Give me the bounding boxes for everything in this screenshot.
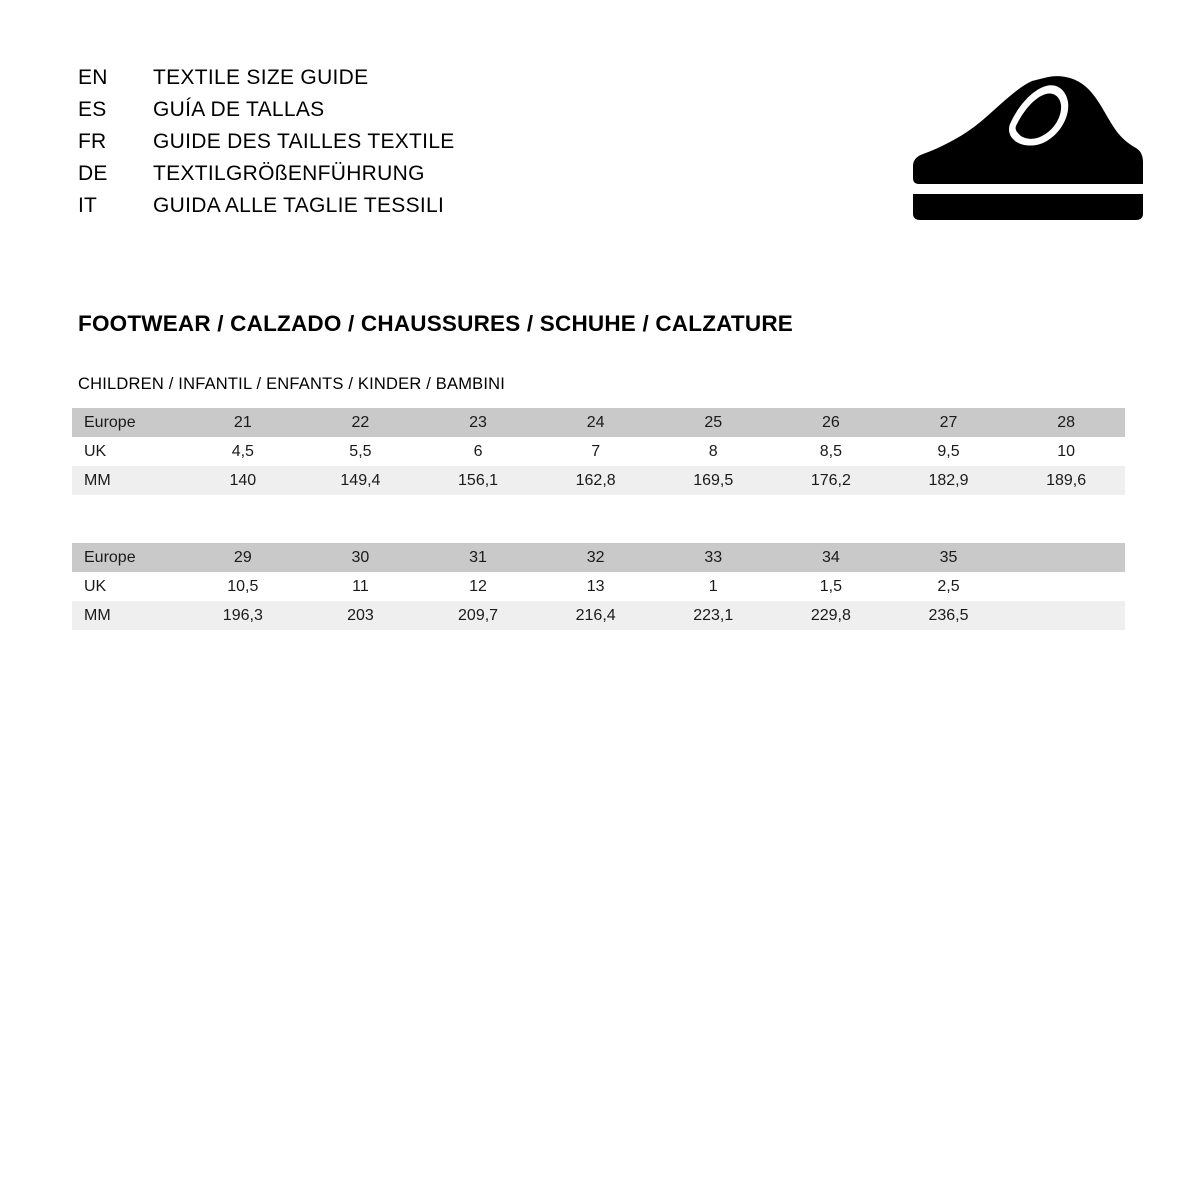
cell-europe-1: 22: [302, 408, 420, 437]
language-row-it: [78, 190, 698, 222]
language-code-it: IT: [78, 194, 98, 217]
cell-europe-4: 33: [654, 543, 772, 572]
cell-uk-3: 13: [537, 572, 655, 601]
cell-uk-1: 5,5: [302, 437, 420, 466]
cell-mm-4: 169,5: [654, 466, 772, 495]
cell-europe-7: [1007, 543, 1125, 572]
shoe-icon: [905, 72, 1145, 222]
cell-mm-2: 156,1: [419, 466, 537, 495]
row-label-europe: Europe: [72, 408, 184, 437]
language-title-it: GUIDA ALLE TAGLIE TESSILI: [153, 194, 445, 217]
table-row: [72, 437, 1125, 466]
cell-uk-2: 6: [419, 437, 537, 466]
cell-mm-1: 149,4: [302, 466, 420, 495]
row-label-europe: Europe: [72, 543, 184, 572]
cell-europe-2: 31: [419, 543, 537, 572]
language-code-es: ES: [78, 98, 107, 121]
table-row: [72, 466, 1125, 495]
cell-europe-5: 34: [772, 543, 890, 572]
language-row-en: [78, 62, 698, 94]
cell-uk-1: 11: [302, 572, 420, 601]
cell-europe-3: 24: [537, 408, 655, 437]
cell-mm-7: [1007, 601, 1125, 630]
cell-uk-0: 10,5: [184, 572, 302, 601]
cell-mm-0: 140: [184, 466, 302, 495]
subsection-title-children: CHILDREN / INFANTIL / ENFANTS / KINDER / BAMBINI: [78, 375, 506, 393]
table-row: [72, 543, 1125, 572]
cell-europe-2: 23: [419, 408, 537, 437]
language-code-en: EN: [78, 66, 108, 89]
cell-uk-7: [1007, 572, 1125, 601]
cell-mm-0: 196,3: [184, 601, 302, 630]
language-code-de: DE: [78, 162, 108, 185]
cell-europe-5: 26: [772, 408, 890, 437]
cell-mm-4: 223,1: [654, 601, 772, 630]
cell-europe-4: 25: [654, 408, 772, 437]
cell-uk-6: 2,5: [890, 572, 1008, 601]
cell-uk-2: 12: [419, 572, 537, 601]
cell-europe-7: 28: [1007, 408, 1125, 437]
table-row: [72, 572, 1125, 601]
language-code-fr: FR: [78, 130, 107, 153]
cell-europe-0: 29: [184, 543, 302, 572]
table-row: [72, 601, 1125, 630]
cell-uk-6: 9,5: [890, 437, 1008, 466]
cell-mm-6: 182,9: [890, 466, 1008, 495]
cell-europe-6: 35: [890, 543, 1008, 572]
language-title-en: TEXTILE SIZE GUIDE: [153, 66, 369, 89]
cell-mm-3: 162,8: [537, 466, 655, 495]
cell-europe-3: 32: [537, 543, 655, 572]
cell-europe-6: 27: [890, 408, 1008, 437]
section-title-footwear: FOOTWEAR / CALZADO / CHAUSSURES / SCHUHE / CALZATURE: [78, 311, 793, 336]
language-title-de: TEXTILGRÖßENFÜHRUNG: [153, 162, 425, 185]
cell-mm-7: 189,6: [1007, 466, 1125, 495]
cell-europe-1: 30: [302, 543, 420, 572]
cell-mm-6: 236,5: [890, 601, 1008, 630]
table-row: [72, 408, 1125, 437]
cell-uk-7: 10: [1007, 437, 1125, 466]
cell-mm-1: 203: [302, 601, 420, 630]
language-title-es: GUÍA DE TALLAS: [153, 98, 325, 121]
language-title-fr: GUIDE DES TAILLES TEXTILE: [153, 130, 455, 153]
size-table-children-1: [72, 408, 1125, 495]
row-label-uk: UK: [72, 572, 184, 601]
cell-uk-5: 1,5: [772, 572, 890, 601]
cell-mm-5: 176,2: [772, 466, 890, 495]
cell-uk-0: 4,5: [184, 437, 302, 466]
language-title-list: [78, 62, 698, 222]
cell-uk-4: 1: [654, 572, 772, 601]
row-label-mm: MM: [72, 466, 184, 495]
language-row-fr: [78, 126, 698, 158]
cell-uk-3: 7: [537, 437, 655, 466]
cell-uk-4: 8: [654, 437, 772, 466]
cell-mm-3: 216,4: [537, 601, 655, 630]
language-row-es: [78, 94, 698, 126]
row-label-uk: UK: [72, 437, 184, 466]
row-label-mm: MM: [72, 601, 184, 630]
cell-mm-5: 229,8: [772, 601, 890, 630]
cell-mm-2: 209,7: [419, 601, 537, 630]
cell-europe-0: 21: [184, 408, 302, 437]
cell-uk-5: 8,5: [772, 437, 890, 466]
language-row-de: [78, 158, 698, 190]
size-table-children-2: [72, 543, 1125, 630]
